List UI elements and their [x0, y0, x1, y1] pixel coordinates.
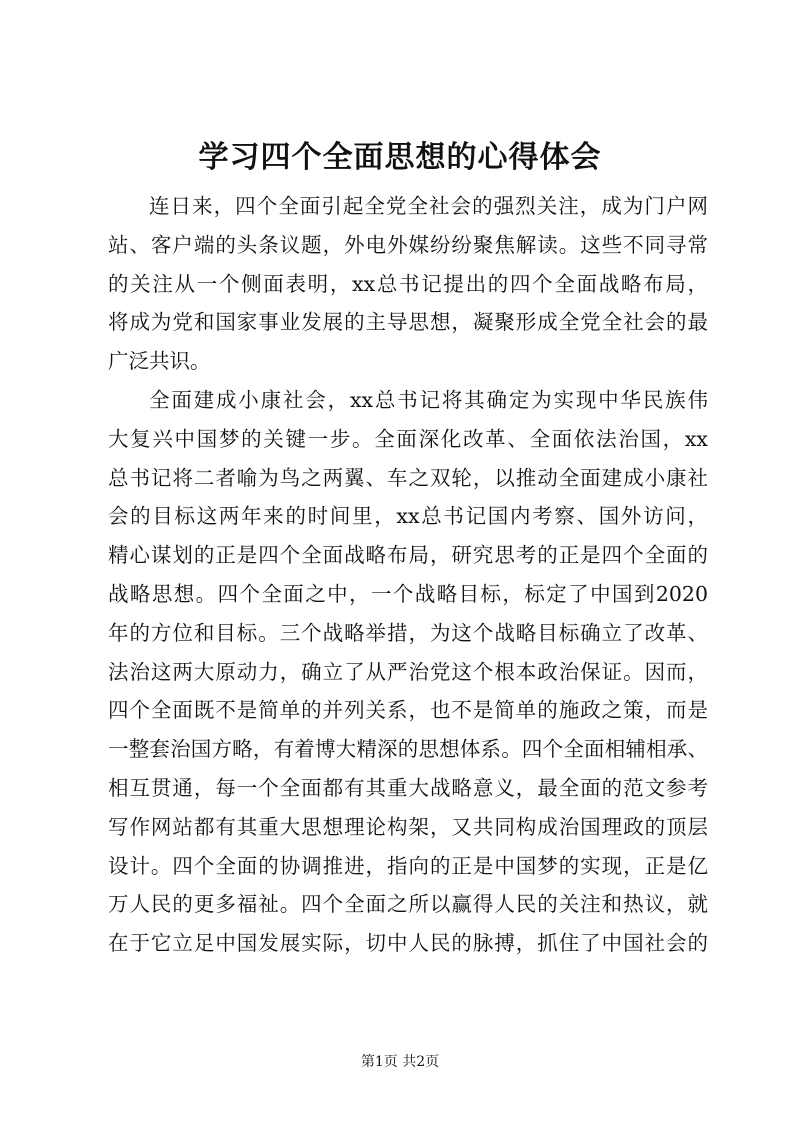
text-line: 广泛共识。 — [108, 349, 211, 374]
text-line: 万人民的更多福祉。四个全面之所以赢得人民的关注和热议，就 — [108, 892, 708, 917]
text-line: 在于它立足中国发展实际，切中人民的脉搏，抓住了中国社会的 — [108, 931, 708, 956]
text-line: 总书记将二者喻为鸟之两翼、车之双轮，以推动全面建成小康社 — [108, 465, 708, 490]
text-line: 一整套治国方略，有着博大精深的思想体系。四个全面相辅相承、 — [108, 737, 708, 762]
paragraph — [108, 187, 708, 381]
text-line: 法治这两大原动力，确立了从严治党这个根本政治保证。因而， — [108, 659, 708, 684]
paragraph — [108, 381, 708, 963]
text-line: 相互贯通，每一个全面都有其重大战略意义，最全面的范文参考 — [108, 775, 708, 800]
document-body — [108, 187, 708, 963]
text-line: 年的方位和目标。三个战略举措，为这个战略目标确立了改革、 — [108, 620, 708, 645]
text-line: 连日来，四个全面引起全党全社会的强烈关注，成为门户网 — [149, 194, 708, 218]
text-line: 全面建成小康社会，xx总书记将其确定为实现中华民族伟 — [149, 387, 708, 412]
text-line: 会的目标这两年来的时间里，xx总书记国内考察、国外访问， — [108, 504, 708, 529]
text-line: 四个全面既不是简单的并列关系，也不是简单的施政之策，而是 — [108, 698, 708, 723]
text-line: 将成为党和国家事业发展的主导思想，凝聚形成全党全社会的最 — [108, 310, 708, 335]
text-line: 战略思想。四个全面之中，一个战略目标，标定了中国到2020 — [108, 581, 708, 606]
text-line: 精心谋划的正是四个全面战略布局，研究思考的正是四个全面的 — [108, 543, 708, 568]
text-line: 站、客户端的头条议题，外电外媒纷纷聚焦解读。这些不同寻常 — [108, 232, 708, 257]
page-title: 学习四个全面思想的心得体会 — [198, 140, 602, 175]
page-footer: 第1页 共2页 — [360, 1054, 440, 1070]
text-line: 设计。四个全面的协调推进，指向的正是中国梦的实现，正是亿 — [108, 853, 708, 878]
text-line: 的关注从一个侧面表明，xx总书记提出的四个全面战略布局， — [108, 271, 708, 296]
text-line: 大复兴中国梦的关键一步。全面深化改革、全面依法治国，xx — [108, 426, 708, 451]
text-line: 写作网站都有其重大思想理论构架，又共同构成治国理政的顶层 — [108, 814, 708, 839]
